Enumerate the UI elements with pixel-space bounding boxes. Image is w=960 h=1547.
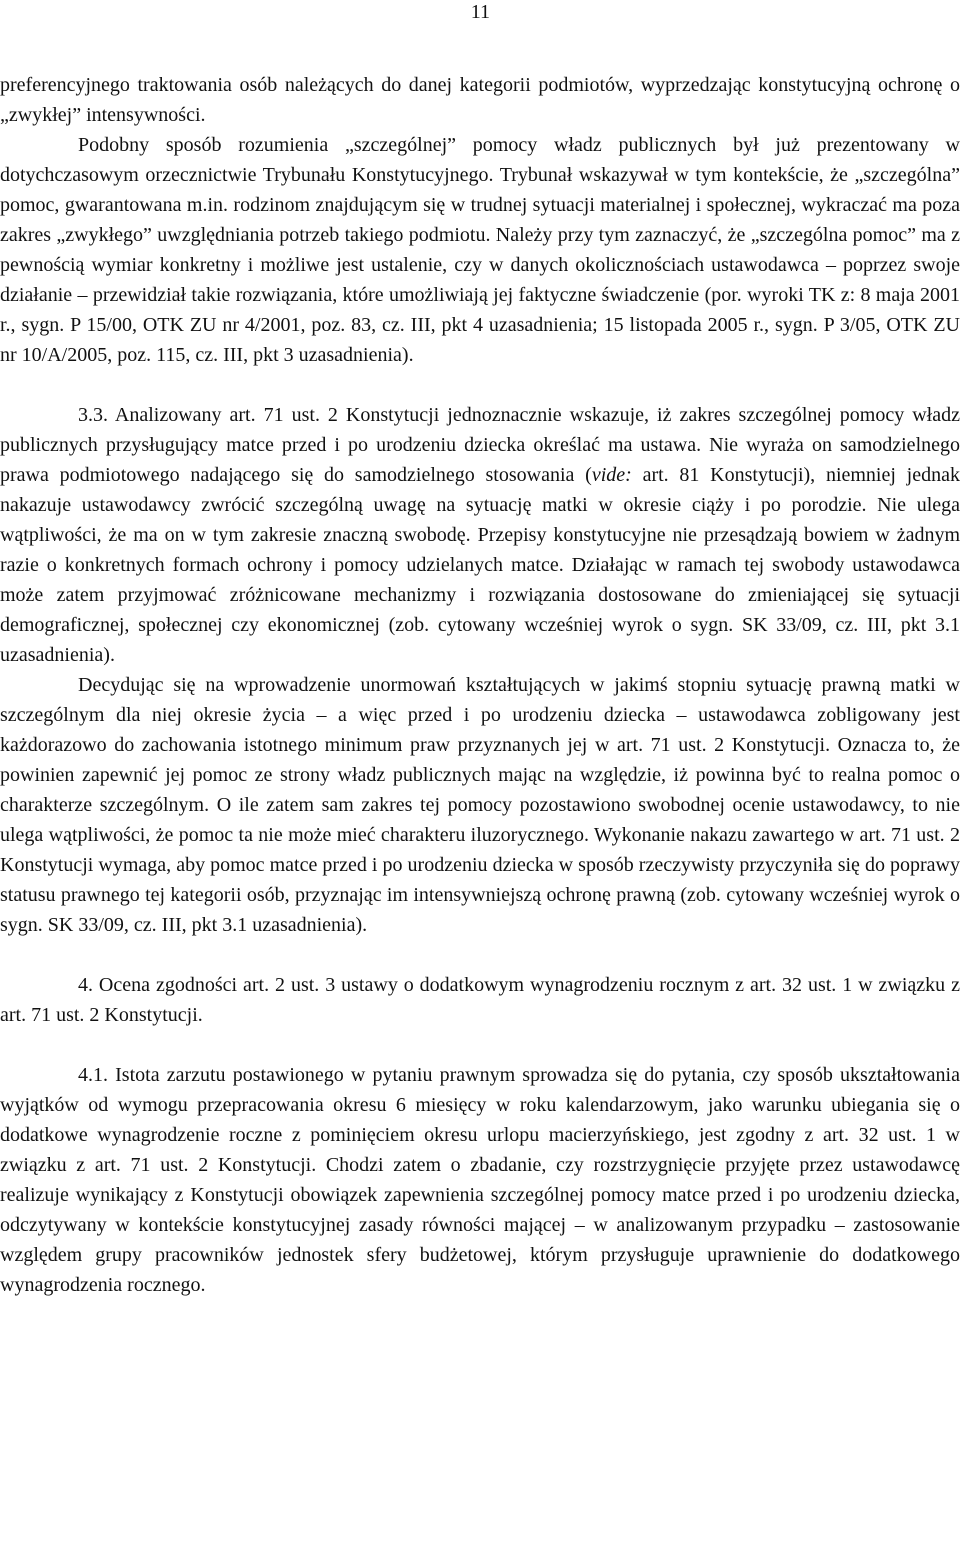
paragraph-prior-case-law [0,130,960,370]
paragraph-4-1 [0,1060,960,1300]
section-4-heading [0,970,960,1030]
paragraph-gap [0,370,960,400]
paragraph-3-text-b: art. 81 Konstytucji), niemniej jednak nakazuje ustawodawcy zwrócić szczególną uwagę na sytuację matki w okresie ciąży i po porodzie. Nie ulega wątpliwości, że ma on w tym zakresie znaczną swobodę. Przepisy konstytucyjne nie przesądzają bowiem w żadnym razie o konkretnych formach ochrony i pomocy udzielanych matce. Działając w ramach tej swobody ustawodawca może zatem przyjmować zróżnicowane mechanizmy i rozwiązania dostosowane do zmieniającej się sytuacji demograficznej, społecznej czy ekonomicznej (zob. cytowany wcześniej wyrok o sygn. SK 33/09, cz. III, pkt 3.1 uzasadnienia). [0,464,960,666]
paragraph-3-3 [0,400,960,670]
paragraph-continuation [0,70,960,130]
paragraph-1-text: preferencyjnego traktowania osób należących do danej kategorii podmiotów, wyprzedzając konstytucyjną ochronę o „zwykłej” intensywności. [0,74,960,126]
paragraph-gap [0,1030,960,1060]
paragraph-decision [0,670,960,940]
paragraph-gap [0,940,960,970]
paragraph-4-text: Decydując się na wprowadzenie unormowań kształtujących w jakimś stopniu sytuację prawną matki w szczególnym dla niej okresie życia – a więc przed i po urodzeniu dziecka – ustawodawca zobligowany jest każdorazowo do zachowania istotnego minimum praw przyznanych jej w art. 71 ust. 2 Konstytucji. Oznacza to, że powinien zapewnić jej pomoc ze strony władz publicznych mając na względzie, iż powinna być to realna pomoc o charakterze szczególnym. O ile zatem sam zakres tej pomocy pozostawiono swobodnej ocenie ustawodawcy, to nie ulega wątpliwości, że pomoc ta nie może mieć charakteru iluzorycznego. Wykonanie nakazu zawartego w art. 71 ust. 2 Konstytucji wymaga, aby pomoc matce przed i po urodzeniu dziecka w sposób rzeczywisty przyczyniła się do poprawy statusu prawnego tej kategorii osób, przyznając im intensywniejszą ochronę prawną (zob. cytowany wcześniej wyrok o sygn. SK 33/09, cz. III, pkt 3.1 uzasadnienia). [0,674,960,936]
document-body [0,70,960,1300]
paragraph-3-vide: vide: [591,464,632,486]
paragraph-2-text-serif: Należy przy tym zaznaczyć, że „szczególna pomoc” ma z pewnością wymiar konkretny i możliwe jest ustalenie, czy w danych okolicznościach ustawodawca – poprzez swoje działanie – przewidział takie rozwiązania, które umożliwiają jej faktyczne świadczenie (por. wyroki TK z: 8 maja 2001 r., sygn. P 15/00, OTK ZU nr 4/2001, poz. 83, cz. III, pkt 4 uzasadnienia; 15 listopada 2005 r., sygn. P 3/05, OTK ZU nr 10/A/2005, poz. 115, cz. III, pkt 3 uzasadnienia). [0,224,960,366]
paragraph-4-1-text: 4.1. Istota zarzutu postawionego w pytaniu prawnym sprowadza się do pytania, czy sposób ukształtowania wyjątków od wymogu przepracowania okresu 6 miesięcy w roku kalendarzowym, jako warunku ubiegania się o dodatkowe wynagrodzenie roczne z pominięciem okresu urlopu macierzyńskiego, jest zgodny z art. 32 ust. 1 w związku z art. 71 ust. 2 Konstytucji. Chodzi zatem o zbadanie, czy rozstrzygnięcie przyjęte przez ustawodawcę realizuje wynikający z Konstytucji obowiązek zapewnienia szczególnej pomocy matce przed i po urodzeniu dziecka, odczytywany w kontekście konstytucyjnej zasady równości mającej – w analizowanym przypadku – zastosowanie względem grupy pracowników jednostek sfery budżetowej, którym przysługuje uprawnienie do dodatkowego wynagrodzenia rocznego. [0,1064,960,1296]
section-4-heading-text: 4. Ocena zgodności art. 2 ust. 3 ustawy o dodatkowym wynagrodzeniu rocznym z art. 32 ust. 1 w związku z art. 71 ust. 2 Konstytucji. [0,974,960,1026]
paragraph-3-text-a: 3.3. Analizowany art. 71 ust. 2 Konstytucji jednoznacznie wskazuje, iż zakres szczególnej pomocy władz publicznych przysługujący matce przed i po urodzeniu dziecka określać ma ustawa. Nie wyraża on samodzielnego prawa podmiotowego nadającego się do samodzielnego stosowania ( [0,404,960,486]
paragraph-2-text-sans: Podobny sposób rozumienia „szczególnej” pomocy władz publicznych był już prezentowany w dotychczasowym orzecznictwie Trybunału Konstytucyjnego. Trybunał wskazywał w tym kontekście, że „szczególna” pomoc, gwarantowana m.in. rodzinom znajdującym się w trudnej sytuacji materialnej i społecznej, wykraczać ma poza zakres „zwykłego” uwzględniania potrzeb takiego podmiotu. [0,134,960,246]
page-number: 11 [470,1,490,23]
